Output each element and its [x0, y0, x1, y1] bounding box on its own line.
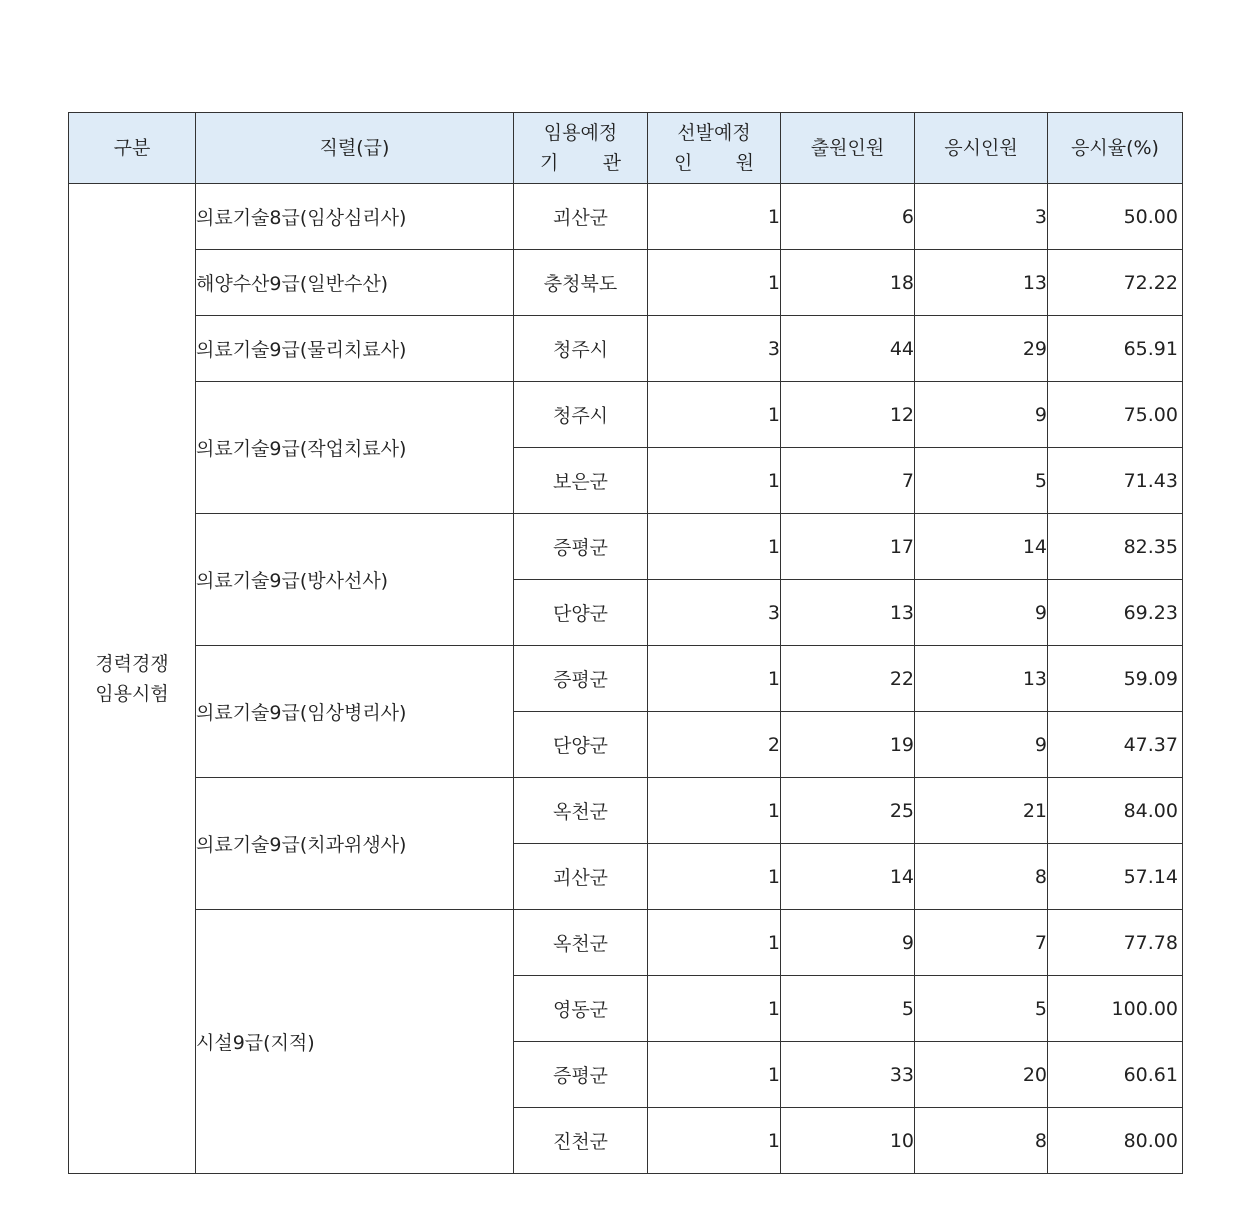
- agency-cell: 옥천군: [514, 778, 648, 844]
- table-row: [69, 910, 1183, 976]
- planned-cell: 1: [648, 1108, 781, 1174]
- table-row: [69, 514, 1183, 580]
- header-agency-line2: [514, 148, 647, 178]
- header-planned-line2: [648, 148, 780, 178]
- rate-cell: 57.14: [1048, 844, 1183, 910]
- agency-cell: 영동군: [514, 976, 648, 1042]
- examinees-cell: 13: [915, 646, 1048, 712]
- table-row: [69, 778, 1183, 844]
- header-agency-line1: 임용예정: [543, 122, 618, 144]
- examinees-cell: 7: [915, 910, 1048, 976]
- rate-cell: 50.00: [1048, 184, 1183, 250]
- header-category: 구분: [69, 113, 196, 184]
- planned-cell: 1: [648, 646, 781, 712]
- applicants-cell: 17: [781, 514, 915, 580]
- position-cell: 의료기술9급(물리치료사): [196, 316, 514, 382]
- examinees-cell: 8: [915, 1108, 1048, 1174]
- category-label: [69, 649, 195, 709]
- applicants-cell: 44: [781, 316, 915, 382]
- planned-cell: 1: [648, 184, 781, 250]
- rate-cell: 75.00: [1048, 382, 1183, 448]
- examinees-cell: 21: [915, 778, 1048, 844]
- rate-cell: 65.91: [1048, 316, 1183, 382]
- applicants-cell: 13: [781, 580, 915, 646]
- agency-cell: 단양군: [514, 580, 648, 646]
- exam-results-table: [68, 112, 1183, 1174]
- examinees-cell: 9: [915, 382, 1048, 448]
- applicants-cell: 18: [781, 250, 915, 316]
- table-row: [69, 316, 1183, 382]
- rate-cell: 60.61: [1048, 1042, 1183, 1108]
- position-cell: 의료기술9급(작업치료사): [196, 382, 514, 514]
- applicants-cell: 14: [781, 844, 915, 910]
- rate-cell: 77.78: [1048, 910, 1183, 976]
- table-row: [69, 646, 1183, 712]
- examinees-cell: 8: [915, 844, 1048, 910]
- planned-cell: 1: [648, 844, 781, 910]
- rate-cell: 71.43: [1048, 448, 1183, 514]
- rate-cell: 84.00: [1048, 778, 1183, 844]
- agency-cell: 괴산군: [514, 844, 648, 910]
- position-cell: 해양수산9급(일반수산): [196, 250, 514, 316]
- planned-cell: 1: [648, 250, 781, 316]
- agency-cell: 증평군: [514, 514, 648, 580]
- header-planned: [648, 113, 781, 184]
- examinees-cell: 5: [915, 976, 1048, 1042]
- agency-cell: 충청북도: [514, 250, 648, 316]
- position-cell: 의료기술9급(임상병리사): [196, 646, 514, 778]
- table-row: [69, 382, 1183, 448]
- rate-cell: 47.37: [1048, 712, 1183, 778]
- applicants-cell: 19: [781, 712, 915, 778]
- table-body: [69, 184, 1183, 1174]
- applicants-cell: 10: [781, 1108, 915, 1174]
- examinees-cell: 20: [915, 1042, 1048, 1108]
- planned-cell: 1: [648, 448, 781, 514]
- header-row: [69, 113, 1183, 184]
- examinees-cell: 9: [915, 712, 1048, 778]
- header-position: 직렬(급): [196, 113, 514, 184]
- header-planned-char2: 원: [735, 152, 754, 174]
- planned-cell: 3: [648, 316, 781, 382]
- header-agency-char2: 관: [602, 152, 621, 174]
- position-cell: 의료기술9급(방사선사): [196, 514, 514, 646]
- planned-cell: 1: [648, 976, 781, 1042]
- agency-cell: 증평군: [514, 646, 648, 712]
- planned-cell: 1: [648, 910, 781, 976]
- planned-cell: 1: [648, 1042, 781, 1108]
- header-examinees: 응시인원: [915, 113, 1048, 184]
- examinees-cell: 3: [915, 184, 1048, 250]
- planned-cell: 1: [648, 382, 781, 448]
- category-line1: 경력경쟁: [95, 652, 169, 675]
- rate-cell: 80.00: [1048, 1108, 1183, 1174]
- position-cell: 시설9급(지적): [196, 910, 514, 1174]
- agency-cell: 진천군: [514, 1108, 648, 1174]
- examinees-cell: 5: [915, 448, 1048, 514]
- agency-cell: 청주시: [514, 382, 648, 448]
- table-row: [69, 250, 1183, 316]
- applicants-cell: 33: [781, 1042, 915, 1108]
- header-agency-char1: 기: [540, 152, 559, 174]
- examinees-cell: 14: [915, 514, 1048, 580]
- header-planned-char1: 인: [674, 152, 693, 174]
- applicants-cell: 7: [781, 448, 915, 514]
- rate-cell: 100.00: [1048, 976, 1183, 1042]
- table-row: [69, 184, 1183, 250]
- header-rate: 응시율(%): [1048, 113, 1183, 184]
- applicants-cell: 12: [781, 382, 915, 448]
- applicants-cell: 22: [781, 646, 915, 712]
- planned-cell: 3: [648, 580, 781, 646]
- rate-cell: 82.35: [1048, 514, 1183, 580]
- position-cell: 의료기술9급(치과위생사): [196, 778, 514, 910]
- planned-cell: 1: [648, 514, 781, 580]
- agency-cell: 보은군: [514, 448, 648, 514]
- examinees-cell: 13: [915, 250, 1048, 316]
- header-applicants: 출원인원: [781, 113, 915, 184]
- agency-cell: 옥천군: [514, 910, 648, 976]
- agency-cell: 괴산군: [514, 184, 648, 250]
- header-planned-line1: 선발예정: [677, 122, 751, 144]
- agency-cell: 청주시: [514, 316, 648, 382]
- planned-cell: 1: [648, 778, 781, 844]
- applicants-cell: 5: [781, 976, 915, 1042]
- rate-cell: 72.22: [1048, 250, 1183, 316]
- position-cell: 의료기술8급(임상심리사): [196, 184, 514, 250]
- agency-cell: 단양군: [514, 712, 648, 778]
- agency-cell: 증평군: [514, 1042, 648, 1108]
- header-agency: [514, 113, 648, 184]
- applicants-cell: 9: [781, 910, 915, 976]
- planned-cell: 2: [648, 712, 781, 778]
- applicants-cell: 25: [781, 778, 915, 844]
- applicants-cell: 6: [781, 184, 915, 250]
- category-line2: 임용시험: [95, 682, 169, 705]
- examinees-cell: 29: [915, 316, 1048, 382]
- rate-cell: 69.23: [1048, 580, 1183, 646]
- rate-cell: 59.09: [1048, 646, 1183, 712]
- examinees-cell: 9: [915, 580, 1048, 646]
- category-cell: [69, 184, 196, 1174]
